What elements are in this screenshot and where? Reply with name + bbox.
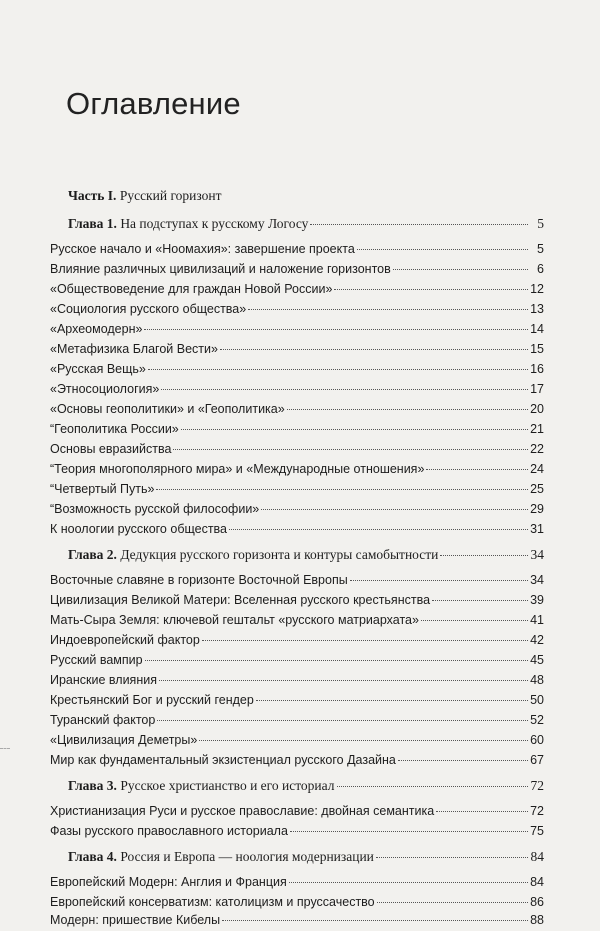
toc-entry[interactable] [50, 570, 544, 590]
dot-leader [256, 700, 528, 701]
entry-title: Европейский Модерн: Англия и Франция [50, 875, 287, 889]
toc-entry[interactable] [50, 710, 544, 730]
page-number: 29 [530, 502, 544, 516]
page-number: 25 [530, 482, 544, 496]
page-number: 50 [530, 693, 544, 707]
dot-leader [440, 555, 528, 556]
dot-leader [357, 249, 528, 250]
entry-title: Восточные славяне в горизонте Восточной Европы [50, 573, 348, 587]
dot-leader [199, 740, 528, 741]
chapter-prefix: Глава 1. [68, 216, 117, 231]
dot-leader [377, 902, 528, 903]
entry-title: Основы евразийства [50, 442, 172, 456]
toc-entry[interactable] [50, 399, 544, 419]
dot-leader [287, 409, 528, 410]
entry-title: Европейский консерватизм: католицизм и пруссачество [50, 895, 375, 909]
chapter-prefix: Глава 2. [68, 547, 117, 562]
entry-title: “Геополитика России» [50, 422, 179, 436]
dot-leader [436, 811, 528, 812]
toc-entry[interactable] [50, 630, 544, 650]
page-number: 15 [530, 342, 544, 356]
page-number: 20 [530, 402, 544, 416]
dot-leader [248, 309, 528, 310]
toc-entry[interactable] [50, 872, 544, 892]
page-number: 17 [530, 382, 544, 396]
page-number: 24 [530, 462, 544, 476]
chapter-heading[interactable] [68, 214, 544, 234]
page-number: 6 [537, 262, 544, 276]
page-number: 34 [530, 547, 544, 562]
toc-entry[interactable] [50, 279, 544, 299]
page-number: 52 [530, 713, 544, 727]
page-number: 84 [530, 849, 544, 864]
toc-entry[interactable] [50, 892, 544, 912]
page-number: 67 [530, 753, 544, 767]
toc-entry[interactable] [50, 419, 544, 439]
entry-title: Иранские влияния [50, 673, 157, 687]
dot-leader [157, 720, 528, 721]
part-title: Русский горизонт [119, 188, 222, 203]
page-number: 45 [530, 653, 544, 667]
toc-entry[interactable] [50, 239, 544, 259]
page-number: 86 [530, 895, 544, 909]
margin-mark [0, 740, 10, 749]
page-number: 13 [530, 302, 544, 316]
toc-entry[interactable] [50, 590, 544, 610]
toc-entry[interactable] [50, 610, 544, 630]
chapter-title: Россия и Европа — ноология модернизации [120, 849, 374, 864]
entry-title: “Теория многополярного мира» и «Международные отношения» [50, 462, 425, 476]
entry-title: Мать-Сыра Земля: ключевой гештальт «русского матриархата» [50, 613, 419, 627]
dot-leader [426, 469, 528, 470]
entry-title: «Археомодерн» [50, 322, 143, 336]
entry-title: «Основы геополитики» и «Геополитика» [50, 402, 285, 416]
entry-title: К ноологии русского общества [50, 522, 227, 536]
toc-entry[interactable] [50, 499, 544, 519]
chapter-heading[interactable] [68, 847, 544, 867]
toc-entry[interactable] [50, 650, 544, 670]
entry-title: Русское начало и «Ноомахия»: завершение проекта [50, 242, 355, 256]
dot-leader [334, 289, 528, 290]
dot-leader [289, 882, 528, 883]
page-number: 60 [530, 733, 544, 747]
page-number: 16 [530, 362, 544, 376]
dot-leader [148, 369, 528, 370]
dot-leader [393, 269, 528, 270]
page-number: 34 [530, 573, 544, 587]
dot-leader [173, 449, 528, 450]
toc-entry[interactable] [50, 459, 544, 479]
dot-leader [222, 920, 528, 921]
dot-leader [261, 509, 528, 510]
entry-title: «Этносоциология» [50, 382, 160, 396]
toc-entry[interactable] [50, 910, 544, 930]
page-number: 5 [537, 216, 544, 231]
entry-title: “Возможность русской философии» [50, 502, 260, 516]
chapter-prefix: Глава 3. [68, 778, 117, 793]
entry-title: Влияние различных цивилизаций и наложение горизонтов [50, 262, 391, 276]
toc-entry[interactable] [50, 339, 544, 359]
entry-title: Фазы русского православного историала [50, 824, 288, 838]
toc-entry[interactable] [50, 821, 544, 841]
chapter-title: Дедукция русского горизонта и контуры самобытности [120, 547, 439, 562]
dot-leader [398, 760, 528, 761]
entry-title: «Метафизика Благой Вести» [50, 342, 218, 356]
entry-title: «Русская Вещь» [50, 362, 146, 376]
dot-leader [156, 489, 528, 490]
page-number: 88 [530, 913, 544, 927]
dot-leader [421, 620, 528, 621]
dot-leader [350, 580, 528, 581]
toc-entry[interactable] [50, 801, 544, 821]
dot-leader [220, 349, 528, 350]
toc-entry[interactable] [50, 379, 544, 399]
dot-leader [202, 640, 528, 641]
dot-leader [145, 660, 528, 661]
toc-entry[interactable] [50, 439, 544, 459]
page-number: 12 [530, 282, 544, 296]
entry-title: «Обществоведение для граждан Новой России» [50, 282, 333, 296]
toc-entry[interactable] [50, 319, 544, 339]
toc-entry[interactable] [50, 690, 544, 710]
entry-title: Русский вампир [50, 653, 143, 667]
toc-entry[interactable] [50, 519, 544, 539]
entry-title: Христианизация Руси и русское православие: двойная семантика [50, 804, 435, 818]
dot-leader [181, 429, 528, 430]
page-number: 41 [530, 613, 544, 627]
chapter-heading[interactable] [68, 545, 544, 565]
chapter-prefix: Глава 4. [68, 849, 117, 864]
dot-leader [161, 389, 528, 390]
page-title: Оглавление [66, 86, 241, 121]
page-number: 72 [530, 804, 544, 818]
entry-title: “Четвертый Путь» [50, 482, 155, 496]
page-number: 22 [530, 442, 544, 456]
entry-title: «Социология русского общества» [50, 302, 247, 316]
page-number: 84 [530, 875, 544, 889]
page-number: 42 [530, 633, 544, 647]
entry-title: Модерн: пришествие Кибелы [50, 913, 221, 927]
page-number: 75 [530, 824, 544, 838]
toc-entry[interactable] [50, 299, 544, 319]
page-number: 48 [530, 673, 544, 687]
dot-leader [376, 857, 528, 858]
toc-entry[interactable] [50, 750, 544, 770]
page-number: 14 [530, 322, 544, 336]
dot-leader [159, 680, 528, 681]
entry-title: Туранский фактор [50, 713, 156, 727]
page-number: 39 [530, 593, 544, 607]
page-number: 31 [530, 522, 544, 536]
toc-entry[interactable] [50, 359, 544, 379]
page-number: 5 [537, 242, 544, 256]
entry-title: Индоевропейский фактор [50, 633, 200, 647]
dot-leader [337, 786, 529, 787]
entry-title: Цивилизация Великой Матери: Вселенная русского крестьянства [50, 593, 431, 607]
dot-leader [229, 529, 528, 530]
toc-entry[interactable] [50, 479, 544, 499]
toc-entry[interactable] [50, 259, 544, 279]
dot-leader [144, 329, 528, 330]
toc-entry[interactable] [50, 730, 544, 750]
chapter-heading[interactable] [68, 776, 544, 796]
entry-title: «Цивилизация Деметры» [50, 733, 198, 747]
page-number: 72 [530, 778, 544, 793]
chapter-title: На подступах к русскому Логосу [120, 216, 309, 231]
entry-title: Мир как фундаментальный экзистенциал русского Дазайна [50, 753, 396, 767]
part-prefix: Часть I. [68, 188, 117, 203]
part-heading [68, 186, 544, 206]
dot-leader [290, 831, 528, 832]
toc-entry[interactable] [50, 670, 544, 690]
entry-title: Крестьянский Бог и русский гендер [50, 693, 254, 707]
dot-leader [310, 224, 528, 225]
dot-leader [432, 600, 528, 601]
chapter-title: Русское христианство и его историал [120, 778, 335, 793]
page-number: 21 [530, 422, 544, 436]
